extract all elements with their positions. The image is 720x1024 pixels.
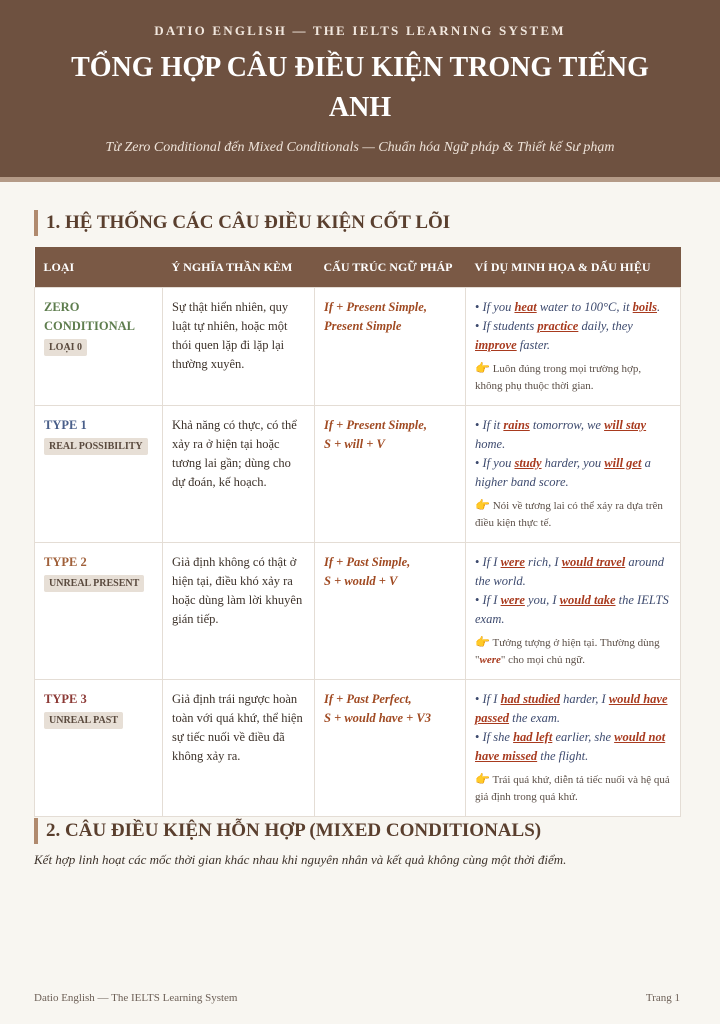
pointing-hand-icon: 👉 [475, 361, 490, 375]
table-row [35, 406, 681, 543]
section-2-title: 2. CÂU ĐIỀU KIỆN HỖN HỢP (MIXED CONDITIONALS) [34, 818, 541, 844]
column-header: VÍ DỤ MINH HỌA & DẤU HIỆU [466, 247, 681, 288]
example-cell [466, 543, 681, 680]
table-row [35, 288, 681, 406]
type-name: ZERO CONDITIONAL [44, 300, 135, 333]
meaning-cell: Sự thật hiển nhiên, quy luật tự nhiên, hoặc một thói quen lặp đi lặp lại thường xuyên. [163, 288, 315, 406]
formula-line: S + will + V [324, 437, 385, 451]
formula-line: If + Past Perfect, [324, 692, 412, 706]
brand-line: DATIO ENGLISH — THE IELTS LEARNING SYSTEM [154, 23, 566, 38]
type-badge: REAL POSSIBILITY [44, 438, 148, 455]
page-title: TỔNG HỢP CÂU ĐIỀU KIỆN TRONG TIẾNG ANH [71, 52, 649, 123]
example-cell [466, 406, 681, 543]
page-number: Trang 1 [645, 992, 680, 1004]
example-line: • If I were rich, I would travel around the world. [475, 555, 665, 588]
formula-line: Present Simple [324, 319, 402, 333]
formula-line: If + Past Simple, [324, 555, 411, 569]
formula-line: If + Present Simple, [324, 300, 427, 314]
meaning-cell: Giả định không có thật ở hiện tại, điều khó xảy ra hoặc dùng làm lời khuyên gián tiếp. [163, 543, 315, 680]
note: 👉 Trái quá khứ, diễn tả tiếc nuối và hệ quả giả định trong quá khứ. [475, 772, 670, 803]
formula-cell [315, 288, 466, 406]
formula-cell [315, 680, 466, 817]
note: 👉 Tưởng tượng ở hiện tại. Thường dùng "were" cho mọi chủ ngữ. [475, 635, 660, 666]
example-line: • If you heat water to 100°C, it boils. [475, 300, 661, 314]
conditionals-table [34, 247, 681, 817]
table-row [35, 680, 681, 817]
formula-cell [315, 543, 466, 680]
type-name: TYPE 1 [44, 418, 87, 432]
column-header: CẤU TRÚC NGỮ PHÁP [315, 247, 466, 288]
meaning-cell: Khả năng có thực, có thể xảy ra ở hiện tại hoặc tương lai gần; dùng cho dự đoán, kế hoạch. [163, 406, 315, 543]
pointing-hand-icon: 👉 [475, 635, 490, 649]
note: 👉 Nói về tương lai có thể xảy ra dựa trên điều kiện thực tế. [475, 498, 663, 529]
example-line: • If I were you, I would take the IELTS exam. [475, 593, 669, 626]
pointing-hand-icon: 👉 [475, 498, 490, 512]
example-line: • If it rains tomorrow, we will stay home. [475, 418, 647, 451]
type-badge: UNREAL PAST [44, 712, 123, 729]
pointing-hand-icon: 👉 [475, 772, 490, 786]
page-header [0, 0, 720, 182]
footer-left: Datio English — The IELTS Learning System [34, 992, 238, 1004]
table-header-row [35, 247, 681, 288]
type-name: TYPE 3 [44, 692, 87, 706]
note: 👉 Luôn đúng trong mọi trường hợp, không phụ thuộc thời gian. [475, 361, 642, 392]
type-cell [35, 543, 163, 680]
type-badge: UNREAL PRESENT [44, 575, 144, 592]
example-line: • If I had studied harder, I would have passed the exam. [475, 692, 668, 725]
example-line: • If she had left earlier, she would not have missed the flight. [475, 730, 666, 763]
formula-line: If + Present Simple, [324, 418, 427, 432]
type-name: TYPE 2 [44, 555, 87, 569]
column-header: LOẠI [35, 247, 163, 288]
example-cell [466, 288, 681, 406]
formula-cell [315, 406, 466, 543]
type-cell [35, 680, 163, 817]
example-line: • If students practice daily, they improve faster. [475, 319, 633, 352]
page-subtitle: Từ Zero Conditional đến Mixed Conditionals — Chuẩn hóa Ngữ pháp & Thiết kế Sư phạm [105, 140, 615, 155]
page-footer [34, 992, 680, 1004]
formula-line: S + would + V [324, 574, 398, 588]
example-line: • If you study harder, you will get a higher band score. [475, 456, 651, 489]
meaning-cell: Giả định trái ngược hoàn toàn với quá khứ, thể hiện sự tiếc nuối về điều đã không xảy ra. [163, 680, 315, 817]
type-cell [35, 288, 163, 406]
type-badge: LOẠI 0 [44, 339, 87, 356]
table-row [35, 543, 681, 680]
example-cell [466, 680, 681, 817]
column-header: Ý NGHĨA THẦN KÈM [163, 247, 315, 288]
formula-line: S + would have + V3 [324, 711, 431, 725]
type-cell [35, 406, 163, 543]
section-1-title: 1. HỆ THỐNG CÁC CÂU ĐIỀU KIỆN CỐT LÕI [34, 210, 450, 236]
section-2-description: Kết hợp linh hoạt các mốc thời gian khác nhau khi nguyên nhân và kết quả không cùng một thời điểm. [34, 852, 567, 867]
